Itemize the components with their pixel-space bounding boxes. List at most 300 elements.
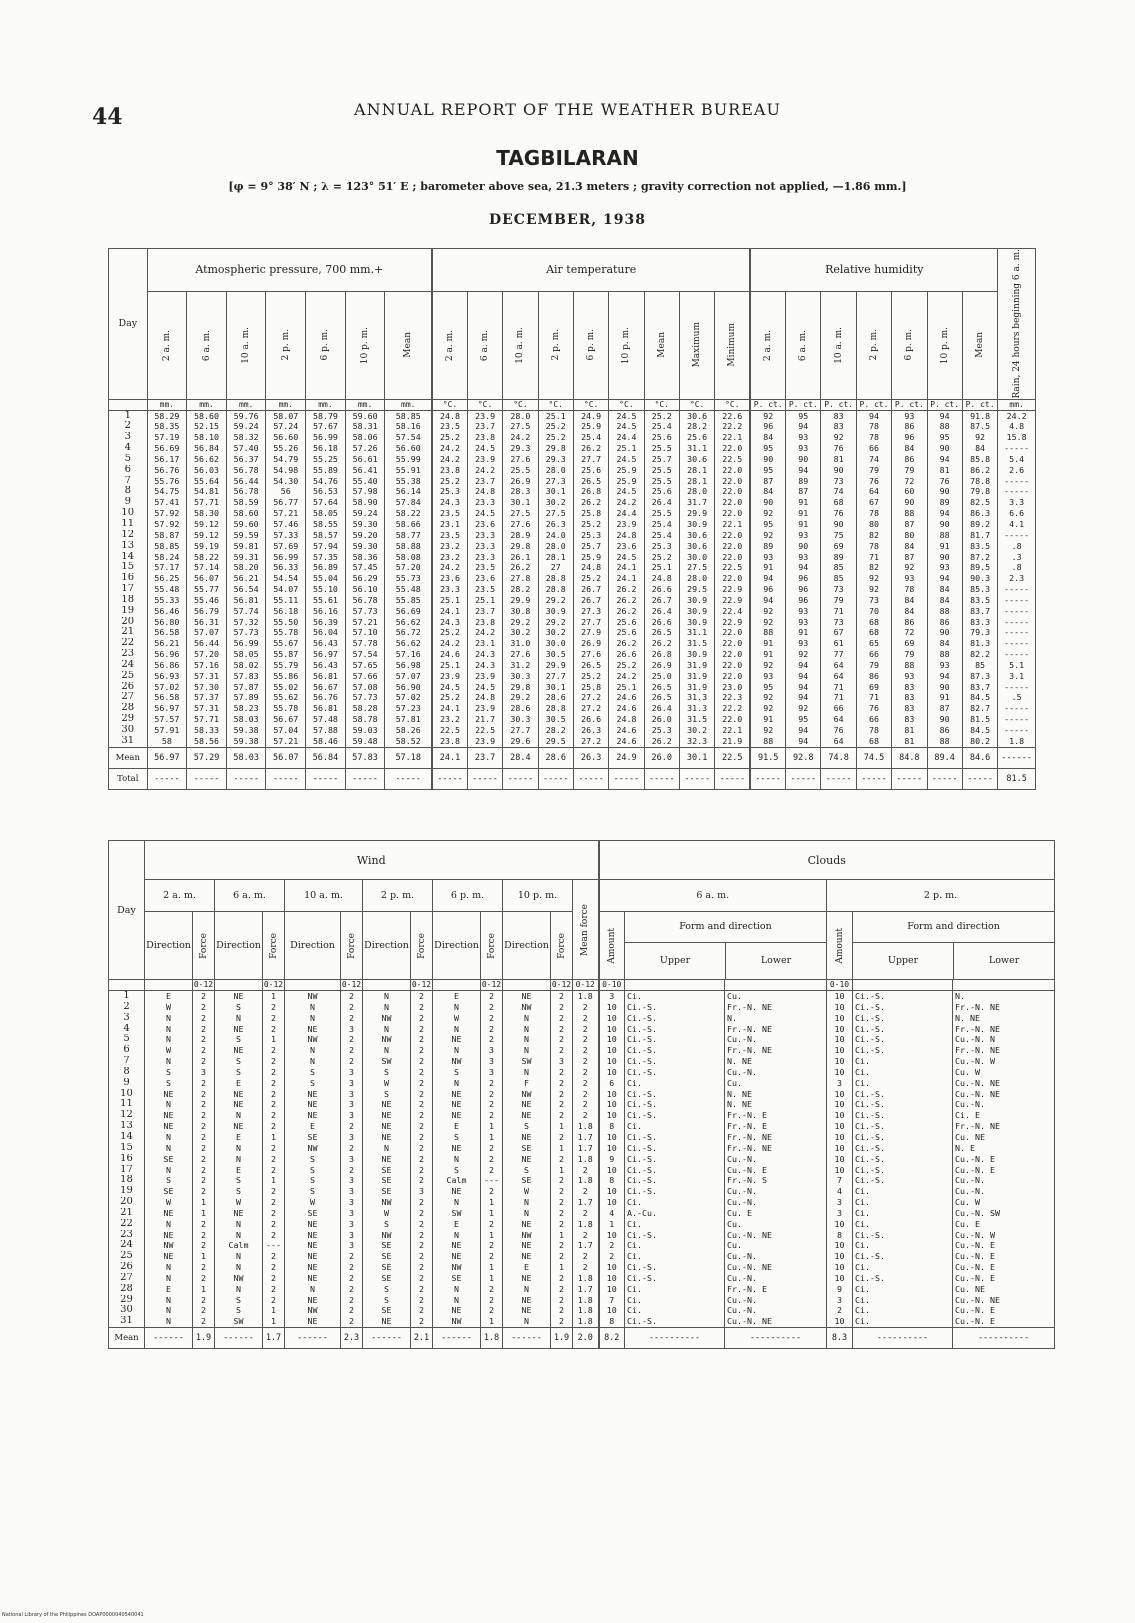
data-cell: 25.5	[651, 464, 672, 475]
data-cell: Ci.-S.	[627, 1066, 657, 1077]
data-cell: 2	[201, 1229, 206, 1240]
data-cell: 54.76	[312, 475, 338, 486]
column-header	[750, 291, 785, 399]
wind-data-column	[341, 991, 363, 1328]
data-cell: 87	[798, 486, 809, 497]
data-cell: 10	[834, 1272, 845, 1283]
data-cell: 1.8	[577, 1294, 593, 1305]
data-cell: 3	[837, 1077, 842, 1088]
data-cell: 9	[837, 1283, 842, 1294]
data-cell: 2	[489, 1099, 494, 1110]
data-cell: 57.40	[233, 443, 259, 454]
data-cell: 85	[833, 573, 844, 584]
data-cell: NE	[233, 1045, 244, 1056]
wind-data-column	[215, 991, 263, 1328]
data-cell: 2	[201, 1294, 206, 1305]
data-cell: 25.5	[510, 464, 531, 475]
data-cell: 58.23	[233, 703, 259, 714]
data-cell: 92	[763, 529, 774, 540]
column-header	[345, 291, 385, 399]
data-cell: 2	[582, 1207, 588, 1218]
data-cell: 26.0	[651, 714, 672, 725]
t2-mean-cell: ------	[433, 1328, 481, 1349]
data-cell: 76	[833, 508, 844, 519]
data-cell: 23.6	[475, 518, 496, 529]
data-cell: S	[524, 1121, 529, 1132]
data-cell: 2	[419, 1045, 424, 1056]
data-cell: NE	[381, 1110, 392, 1121]
day-number: 28	[120, 1283, 133, 1294]
data-cell: 55.40	[352, 475, 378, 486]
data-cell: Cu.-N. NE	[727, 1316, 772, 1327]
data-cell: 3	[837, 1294, 842, 1305]
archive-footer: National Library of the Philippines DOAP0000040540041	[2, 1612, 144, 1618]
data-cell: 29.8	[545, 443, 566, 454]
data-cell: 57.33	[273, 529, 299, 540]
data-cell: 95	[939, 432, 950, 443]
data-cell: 23.9	[475, 735, 496, 746]
data-cell: 91	[798, 627, 809, 638]
unit-cell: mm.	[345, 399, 385, 410]
data-cell: 58.85	[154, 540, 180, 551]
data-cell: NW	[451, 1316, 462, 1327]
data-cell: NE	[307, 1294, 318, 1305]
mean-cell: 22.5	[715, 747, 750, 768]
data-cell: 23.9	[475, 453, 496, 464]
data-cell: 5.1	[1009, 659, 1025, 670]
data-cell: 23.3	[439, 584, 460, 595]
data-cell: 27.7	[510, 725, 531, 736]
data-cell: 56.93	[154, 670, 180, 681]
data-cell: 26.4	[651, 497, 672, 508]
data-cell: NE	[521, 1131, 532, 1142]
data-cell: NE	[521, 1218, 532, 1229]
data-cell: 73	[868, 594, 879, 605]
data-cell: 10	[606, 1110, 617, 1121]
data-cell: 29.8	[510, 681, 531, 692]
data-cell: N	[236, 1153, 241, 1164]
day-number: 16	[121, 573, 135, 584]
data-cell: 56.31	[194, 616, 220, 627]
wind-data-column	[145, 991, 193, 1328]
data-cell: 22.0	[722, 659, 743, 670]
day-number: 30	[120, 1305, 133, 1316]
data-cell: 25.3	[581, 529, 602, 540]
data-cell: 57.92	[154, 508, 180, 519]
data-cell: 29.6	[510, 735, 531, 746]
data-cell: NE	[451, 1099, 462, 1110]
data-cell: 2	[271, 1207, 276, 1218]
data-cell: 2	[419, 1131, 424, 1142]
data-cell: 59.48	[352, 735, 378, 746]
data-cell: 2	[419, 1001, 424, 1012]
data-cell: Ci.	[627, 1077, 642, 1088]
data-cell: 27.9	[581, 627, 602, 638]
day-number: 15	[121, 562, 135, 573]
column-header-label: 2 p. m.	[280, 329, 291, 361]
data-cell: 55.61	[312, 594, 338, 605]
data-cell: SE	[381, 1186, 392, 1197]
data-cell: NW	[451, 1262, 462, 1273]
t2-day-header: Day	[109, 841, 145, 980]
data-cell: 28.2	[687, 421, 708, 432]
data-cell: 56.84	[194, 443, 220, 454]
data-cell: 2	[419, 1207, 424, 1218]
data-cell: 96	[904, 432, 915, 443]
data-cell: NW	[381, 1229, 392, 1240]
data-cell: N.	[955, 991, 965, 1001]
unit-cell: mm.	[306, 399, 346, 410]
data-cell: 90.3	[970, 573, 991, 584]
data-cell: Ci.	[627, 1283, 642, 1294]
data-cell: 57.54	[352, 649, 378, 660]
data-cell: 1	[489, 1207, 494, 1218]
data-cell: 24.2	[475, 627, 496, 638]
data-cell: 28.6	[510, 703, 531, 714]
day-number: 13	[121, 540, 135, 551]
data-cell: Ci.	[855, 1077, 870, 1088]
data-cell: 83.7	[970, 681, 991, 692]
mean-cell: 74.5	[856, 747, 891, 768]
data-cell: 22.0	[722, 497, 743, 508]
data-cell: 29.9	[510, 594, 531, 605]
data-cell: NE	[233, 1207, 244, 1218]
data-cell: 21.9	[722, 735, 743, 746]
data-cell: Fr.-N. NE	[955, 1045, 1000, 1056]
total-cell: -----	[266, 768, 306, 789]
data-cell: 93	[798, 605, 809, 616]
data-cell: 73	[833, 584, 844, 595]
data-cell: 2	[201, 991, 206, 1001]
data-cell: 2	[271, 1001, 276, 1012]
data-cell: Fr.-N. NE	[955, 1023, 1000, 1034]
data-cell: 90	[763, 453, 774, 464]
data-cell: 24.1	[616, 562, 637, 573]
data-cell: 2	[201, 1218, 206, 1229]
data-cell: NE	[521, 991, 532, 1001]
data-cell: -----	[1004, 486, 1030, 497]
data-cell: 2	[559, 1131, 564, 1142]
t2-unit-cell: 0-12	[481, 980, 502, 989]
data-cell: 57.67	[312, 421, 338, 432]
mean-cell: 89.4	[927, 747, 962, 768]
day-number: 31	[120, 1316, 133, 1327]
data-cell: SE	[381, 1262, 392, 1273]
data-cell: 90	[939, 714, 950, 725]
data-cell: 27.6	[510, 649, 531, 660]
data-cell: 2	[201, 1186, 206, 1197]
data-cell: 57.71	[194, 714, 220, 725]
data-cell: 56.21	[154, 638, 180, 649]
day-number: 7	[123, 1056, 130, 1067]
data-cell: 22.0	[722, 464, 743, 475]
data-cell: Cu.-N.	[727, 1186, 757, 1197]
data-cell: 31.7	[687, 497, 708, 508]
data-cell: 2	[582, 1077, 588, 1088]
data-cell: 57.57	[154, 714, 180, 725]
data-cell: 2	[559, 1316, 564, 1327]
data-cell: 1.8	[577, 1121, 593, 1132]
data-cell: 27.6	[581, 649, 602, 660]
data-cell: SE	[307, 1131, 318, 1142]
data-cell: 54.98	[273, 464, 299, 475]
data-cell: Ci.-S.	[627, 1262, 657, 1273]
data-cell: 30.2	[510, 627, 531, 638]
day-number: 26	[120, 1262, 133, 1273]
data-cell: Cu.-N. NE	[727, 1262, 772, 1273]
data-cell: Cu.	[727, 1240, 742, 1251]
data-cell: 2	[419, 1305, 424, 1316]
data-cell: 10	[606, 1023, 617, 1034]
data-cell: 15.8	[1006, 432, 1027, 443]
data-cell: 88	[763, 627, 774, 638]
mean-cell: 56.97	[147, 747, 187, 768]
t2-mean-cell: 8.2	[599, 1328, 625, 1349]
data-cell: 24.5	[616, 551, 637, 562]
data-cell: 84	[975, 443, 986, 454]
wind-direction-header: Direction	[503, 912, 551, 980]
data-cell: 91	[763, 714, 774, 725]
data-cell: 24.4	[616, 508, 637, 519]
data-cell: 26.6	[616, 649, 637, 660]
data-cell: 23.6	[475, 573, 496, 584]
data-cell: 8	[837, 1229, 842, 1240]
data-cell: 23.9	[616, 518, 637, 529]
data-cell: 56.76	[154, 464, 180, 475]
data-cell: Cu. NE	[955, 1283, 985, 1294]
total-cell: -----	[467, 768, 502, 789]
data-cell: 56.98	[395, 659, 421, 670]
data-cell: 74	[868, 453, 879, 464]
data-cell: 57.48	[312, 714, 338, 725]
data-cell: 25.2	[439, 475, 460, 486]
data-cell: 2	[489, 1001, 494, 1012]
data-cell: 30.6	[687, 410, 708, 421]
t2-unit-cell: 0-12	[573, 980, 599, 991]
data-cell: Ci.	[627, 991, 642, 1001]
column-header	[609, 291, 644, 399]
data-cell: 56.60	[273, 432, 299, 443]
data-cell: 2	[201, 1142, 206, 1153]
data-cell: .3	[1011, 551, 1022, 562]
data-cell: 22.0	[722, 529, 743, 540]
data-cell: Cu.-N. N	[955, 1034, 995, 1045]
data-cell: 24.8	[581, 562, 602, 573]
data-cell: 2	[582, 1023, 588, 1034]
mean-cell: 28.6	[538, 747, 573, 768]
data-cell: 81.3	[970, 638, 991, 649]
data-cell: 81.7	[970, 529, 991, 540]
data-cell: 57.26	[352, 443, 378, 454]
data-cell: 54.75	[154, 486, 180, 497]
data-cell: 55.02	[273, 681, 299, 692]
data-cell: 56.81	[312, 703, 338, 714]
data-cell: 10	[606, 1283, 617, 1294]
data-cell: 67	[833, 627, 844, 638]
data-cell: 31.5	[687, 714, 708, 725]
data-cell: 95	[798, 410, 809, 421]
column-header-label: 2 a. m.	[763, 329, 774, 361]
data-cell: 57.37	[194, 692, 220, 703]
data-cell: 78	[868, 432, 879, 443]
data-cell: 86	[939, 725, 950, 736]
data-cell: 84	[939, 638, 950, 649]
data-cell: 2	[489, 1077, 494, 1088]
data-cell: 22.2	[722, 421, 743, 432]
data-cell: 1.8	[577, 1316, 593, 1327]
data-cell: 92	[798, 703, 809, 714]
t2-unit-cell: 0-12	[193, 980, 214, 989]
day-number: 1	[124, 410, 131, 421]
data-cell: 27.2	[581, 703, 602, 714]
data-cell: 57.45	[352, 562, 378, 573]
data-cell: 56.18	[312, 443, 338, 454]
form-direction-header	[853, 912, 1055, 980]
data-cell: .8	[1011, 562, 1022, 573]
data-cell: Ci.	[627, 1305, 642, 1316]
cloud-form-column	[953, 991, 1055, 1328]
data-cell: 95	[798, 714, 809, 725]
data-cell: 22.5	[439, 725, 460, 736]
data-cell: 83	[833, 410, 844, 421]
data-cell: 2	[349, 1012, 354, 1023]
data-cell: 3	[349, 1175, 354, 1186]
column-header	[306, 291, 346, 399]
data-cell: 96	[763, 421, 774, 432]
t2-unit-cell: 0-10	[599, 980, 625, 991]
data-cell: S	[236, 1186, 241, 1197]
data-cell: 58.46	[312, 735, 338, 746]
data-cell: S	[310, 1164, 315, 1175]
t2-mean-cell: 2.3	[341, 1328, 363, 1349]
data-cell: 55.10	[312, 584, 338, 595]
data-cell: 79	[904, 649, 915, 660]
data-cell: 22.3	[722, 692, 743, 703]
group-header-row	[109, 249, 1036, 292]
data-cell: N	[454, 1045, 459, 1056]
data-cell: 24.6	[616, 735, 637, 746]
data-cell: 84	[904, 594, 915, 605]
column-header-label: 6 a. m.	[201, 329, 212, 361]
day-number: 28	[121, 703, 135, 714]
data-cell: 86	[868, 670, 879, 681]
data-cell: 31.1	[687, 627, 708, 638]
day-number: 10	[120, 1088, 133, 1099]
data-cell: 1	[489, 1121, 494, 1132]
data-cell: 24.4	[616, 432, 637, 443]
data-cell: 2	[582, 1088, 588, 1099]
data-cell: Fr.-N. NE	[727, 1045, 772, 1056]
data-cell: Cu.-N. NE	[955, 1088, 1000, 1099]
data-cell: 94	[798, 659, 809, 670]
data-cell: 2	[489, 991, 494, 1001]
t2-mean-cell: 8.3	[827, 1328, 853, 1349]
total-cell: -----	[306, 768, 346, 789]
t2-mean-label: Mean	[109, 1328, 145, 1349]
wind-time-6am: 6 a. m.	[215, 880, 285, 912]
data-cell: 57.19	[154, 432, 180, 443]
data-cell: 56.72	[395, 627, 421, 638]
mean-cell: ------	[998, 747, 1036, 768]
data-cell: 22.0	[722, 714, 743, 725]
day-number: 12	[120, 1110, 133, 1121]
data-cell: 57.89	[233, 692, 259, 703]
wind-data-column	[285, 991, 341, 1328]
data-cell: 24.8	[475, 692, 496, 703]
day-number-column	[109, 410, 148, 747]
day-number: 6	[123, 1045, 130, 1056]
data-cell: 83	[904, 681, 915, 692]
data-cell: 9	[609, 1153, 615, 1164]
data-cell: Cu.-N.	[727, 1034, 757, 1045]
data-cell: 30.9	[687, 518, 708, 529]
day-number: 2	[123, 1001, 130, 1012]
data-cell: NE	[307, 1229, 318, 1240]
data-cell: 57.02	[395, 692, 421, 703]
data-cell: 58.85	[395, 410, 421, 421]
data-cell: 2	[271, 1077, 276, 1088]
data-cell: 58.56	[194, 735, 220, 746]
data-cell: 96	[798, 573, 809, 584]
form-direction-label: Form and direction	[853, 912, 1054, 943]
data-cell: 22.5	[475, 725, 496, 736]
data-cell: -----	[1004, 638, 1030, 649]
running-title: ANNUAL REPORT OF THE WEATHER BUREAU	[354, 100, 781, 119]
data-cell: 58.07	[273, 410, 299, 421]
data-cell: -----	[1004, 529, 1030, 540]
t2-unit-cell	[503, 980, 551, 991]
lower-label: Lower	[760, 955, 792, 966]
data-cell: 2	[559, 1207, 564, 1218]
data-cell: 56.77	[273, 497, 299, 508]
data-cell: S	[236, 1001, 241, 1012]
data-cell: 2	[349, 991, 354, 1001]
data-cell: N	[166, 1131, 171, 1142]
data-cell: 92	[868, 584, 879, 595]
data-cell: N	[454, 1023, 459, 1034]
data-cell: 26.4	[651, 703, 672, 714]
data-cell: 24.2	[616, 497, 637, 508]
data-cell: 10	[834, 1121, 845, 1132]
data-cell: 26.2	[651, 735, 672, 746]
data-cell: N	[166, 1272, 171, 1283]
data-cell: 23.2	[439, 540, 460, 551]
t2-mean-cell: 1.7	[263, 1328, 285, 1349]
data-cell: 23.3	[475, 497, 496, 508]
data-cell: 2	[559, 991, 564, 1001]
data-cell: 83.7	[970, 605, 991, 616]
data-cell: 94	[798, 670, 809, 681]
total-cell: -----	[573, 768, 608, 789]
data-cell: 93	[763, 670, 774, 681]
total-cell: -----	[385, 768, 432, 789]
data-cell: 89	[763, 540, 774, 551]
data-cell: 2	[489, 1034, 494, 1045]
data-cell: 58.30	[194, 508, 220, 519]
data-cell: 55.79	[273, 659, 299, 670]
data-cell: 28.6	[545, 692, 566, 703]
data-cell: 2	[559, 1088, 564, 1099]
data-cell: 2	[271, 1056, 276, 1067]
data-cell: NE	[381, 1153, 392, 1164]
data-cell: SE	[381, 1164, 392, 1175]
data-cell: 59.76	[233, 410, 259, 421]
data-cell: 59.24	[233, 421, 259, 432]
data-cell: 10	[606, 1164, 617, 1175]
data-cell: 58.60	[194, 410, 220, 421]
data-cell: 57.84	[395, 497, 421, 508]
data-cell: 57.14	[194, 562, 220, 573]
